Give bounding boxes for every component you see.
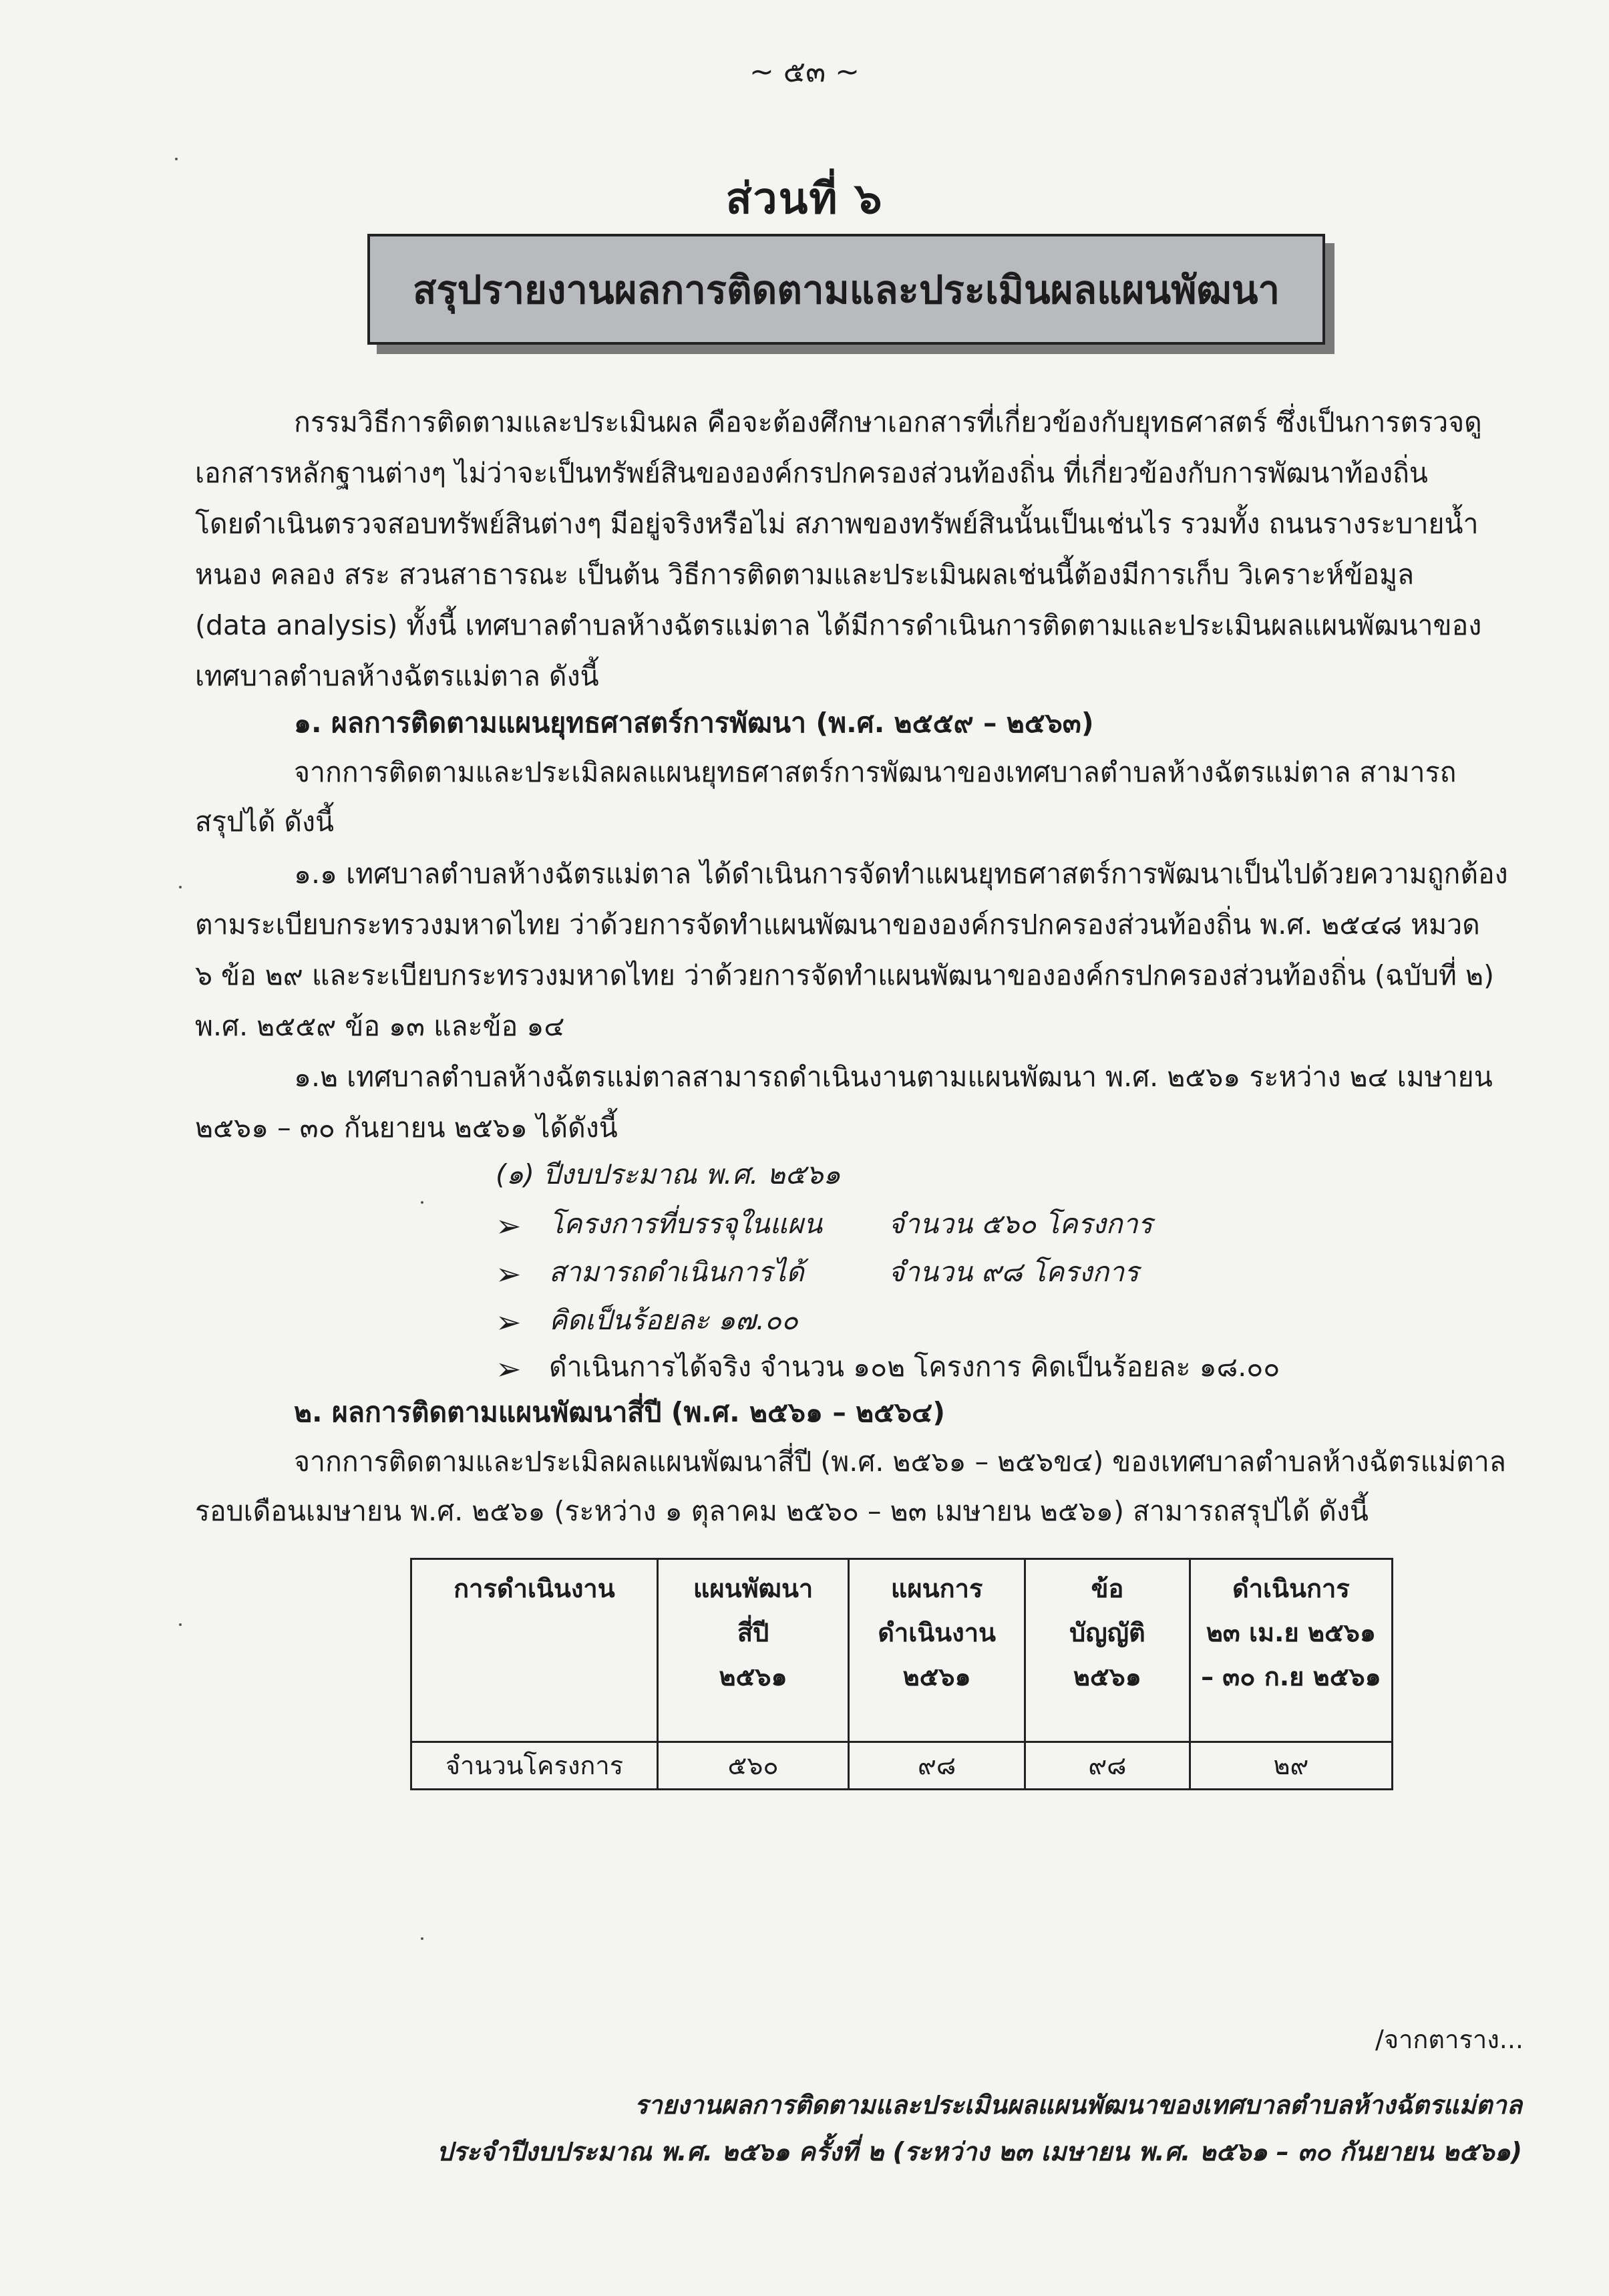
table-header-cell [657, 1559, 848, 1742]
table-cell: จำนวนโครงการ [411, 1742, 658, 1790]
scan-speck [179, 886, 182, 888]
bullet-label: สามารถดำเนินการได้ [549, 1256, 804, 1288]
header-line: ๒๕๖๑ [1073, 1662, 1141, 1691]
para2-line: จากการติดตามและประเมิลผลแผนพัฒนาสี่ปี (พ.ศ. ๒๕๖๑ – ๒๕๖ข๔) ของเทศบาลตำบลห้างฉัตรแม่ตาล [294, 1446, 1506, 1478]
table-cell: ๙๘ [849, 1742, 1025, 1790]
table-header-cell [1190, 1559, 1392, 1742]
continued-note: /จากตาราง... [1375, 2025, 1524, 2054]
table-header-cell [1025, 1559, 1190, 1742]
intro-line: เอกสารหลักฐานต่างๆ ไม่ว่าจะเป็นทรัพย์สินขององค์กรปกครองส่วนท้องถิ่น ที่เกี่ยวข้องกับการพัฒนาท้องถิ่น [195, 457, 1428, 489]
para2-line: รอบเดือนเมษายน พ.ศ. ๒๕๖๑ (ระหว่าง ๑ ตุลาคม ๒๕๖๐ – ๒๓ เมษายน ๒๕๖๑) สามารถสรุปได้ ดังนี้ [195, 1495, 1369, 1527]
header-line: ดำเนินงาน [878, 1618, 997, 1647]
header-line: สี่ปี [737, 1618, 769, 1647]
table-header-cell [849, 1559, 1025, 1742]
arrow-icon: ➢ [496, 1256, 522, 1292]
header-line: ดำเนินการ [1232, 1574, 1350, 1603]
table-cell: ๙๘ [1025, 1742, 1190, 1790]
bullet-value: จำนวน ๕๖๐ โครงการ [888, 1208, 1153, 1240]
arrow-icon: ➢ [496, 1208, 522, 1244]
item-1-1-line: ตามระเบียบกระทรวงมหาดไทย ว่าด้วยการจัดทำแผนพัฒนาขององค์กรปกครองส่วนท้องถิ่น พ.ศ. ๒๕๔๘ หมวด [195, 909, 1480, 941]
item-1-2-line: ๒๕๖๑ – ๓๐ กันยายน ๒๕๖๑ ได้ดังนี้ [195, 1112, 618, 1144]
para1-line: สรุปได้ ดังนี้ [195, 806, 335, 838]
table-header-row [411, 1559, 1393, 1742]
header-line: แผนพัฒนา [693, 1574, 814, 1603]
section-heading-1: ๑. ผลการติดตามแผนยุทธศาสตร์การพัฒนา (พ.ศ. ๒๕๕๙ – ๒๕๖๓) [294, 707, 1094, 739]
footer-line-2: ประจำปีงบประมาณ พ.ศ. ๒๕๖๑ ครั้งที่ ๒ (ระหว่าง ๒๓ เมษายน พ.ศ. ๒๕๖๑ – ๓๐ กันยายน ๒๕๖๑) [436, 2137, 1522, 2166]
arrow-icon: ➢ [496, 1351, 522, 1387]
para1-line: จากการติดตามและประเมิลผลแผนยุทธศาสตร์การพัฒนาของเทศบาลตำบลห้างฉัตรแม่ตาล สามารถ [294, 756, 1457, 788]
section-title: ส่วนที่ ๖ [725, 174, 884, 224]
scan-speck [421, 1937, 423, 1940]
section-heading-2: ๒. ผลการติดตามแผนพัฒนาสี่ปี (พ.ศ. ๒๕๖๑ – ๒๕๖๔) [294, 1396, 945, 1428]
intro-line: (data analysis) ทั้งนี้ เทศบาลตำบลห้างฉัตรแม่ตาล ได้มีการดำเนินการติดตามและประเมินผลแผนพัฒนาของ [195, 609, 1482, 641]
arrow-icon: ➢ [496, 1304, 522, 1340]
footer-line-1: รายงานผลการติดตามและประเมินผลแผนพัฒนาของเทศบาลตำบลห้างฉัตรแม่ตาล [634, 2090, 1522, 2120]
bullet-label: ดำเนินการได้จริง จำนวน ๑๐๒ โครงการ คิดเป็นร้อยละ ๑๘.๐๐ [549, 1351, 1280, 1383]
bullet-label: คิดเป็นร้อยละ ๑๗.๐๐ [549, 1304, 798, 1336]
intro-line: โดยดำเนินตรวจสอบทรัพย์สินต่างๆ มีอยู่จริงหรือไม่ สภาพของทรัพย์สินนั้นเป็นเช่นไร รวมทั้ง ถนนรางระบายน้ำ [195, 508, 1479, 540]
header-line: ๒๕๖๑ [719, 1662, 787, 1691]
scan-speck [175, 158, 178, 160]
intro-line: หนอง คลอง สระ สวนสาธารณะ เป็นต้น วิธีการติดตามและประเมินผลเช่นนี้ต้องมีการเก็บ วิเคราะห์ข้อมูล [195, 558, 1415, 591]
summary-table [410, 1558, 1393, 1790]
table-row [411, 1742, 1393, 1790]
header-line: แผนการ [890, 1574, 983, 1603]
budget-year: (๑) ปีงบประมาณ พ.ศ. ๒๕๖๑ [496, 1158, 841, 1190]
header-line: การดำเนินงาน [454, 1574, 615, 1603]
scan-speck [421, 1201, 423, 1204]
header-line: บัญญัติ [1069, 1618, 1145, 1647]
intro-line: เทศบาลตำบลห้างฉัตรแม่ตาล ดังนี้ [195, 660, 599, 692]
bullet-value: จำนวน ๙๘ โครงการ [888, 1256, 1139, 1288]
scan-speck [179, 1623, 182, 1626]
page-number: ~ ๕๓ ~ [749, 55, 860, 89]
bullet-label: โครงการที่บรรจุในแผน [549, 1208, 822, 1240]
header-line: ๒๕๖๑ [902, 1662, 971, 1691]
table-cell: ๒๙ [1190, 1742, 1392, 1790]
item-1-1-line: พ.ศ. ๒๕๕๙ ข้อ ๑๓ และข้อ ๑๔ [195, 1010, 565, 1042]
item-1-1-line: ๑.๑ เทศบาลตำบลห้างฉัตรแม่ตาล ได้ดำเนินการจัดทำแผนยุทธศาสตร์การพัฒนาเป็นไปด้วยความถูกต้อง [294, 858, 1508, 890]
item-1-2-line: ๑.๒ เทศบาลตำบลห้างฉัตรแม่ตาลสามารถดำเนินงานตามแผนพัฒนา พ.ศ. ๒๕๖๑ ระหว่าง ๒๔ เมษายน [294, 1061, 1493, 1093]
item-1-1-line: ๖ ข้อ ๒๙ และระเบียบกระทรวงมหาดไทย ว่าด้วยการจัดทำแผนพัฒนาขององค์กรปกครองส่วนท้องถิ่น (ฉบับที่ ๒) [195, 959, 1494, 991]
header-line: – ๓๐ ก.ย ๒๕๖๑ [1201, 1662, 1381, 1691]
intro-line: กรรมวิธีการติดตามและประเมินผล คือจะต้องศึกษาเอกสารที่เกี่ยวข้องกับยุทธศาสตร์ ซึ่งเป็นการตรวจดู [294, 406, 1482, 438]
banner-title: สรุปรายงานผลการติดตามและประเมินผลแผนพัฒนา [367, 234, 1325, 345]
header-line: ๒๓ เม.ย ๒๕๖๑ [1206, 1618, 1377, 1647]
table-header-cell [411, 1559, 658, 1742]
header-line: ข้อ [1091, 1574, 1124, 1603]
table-cell: ๕๖๐ [657, 1742, 848, 1790]
